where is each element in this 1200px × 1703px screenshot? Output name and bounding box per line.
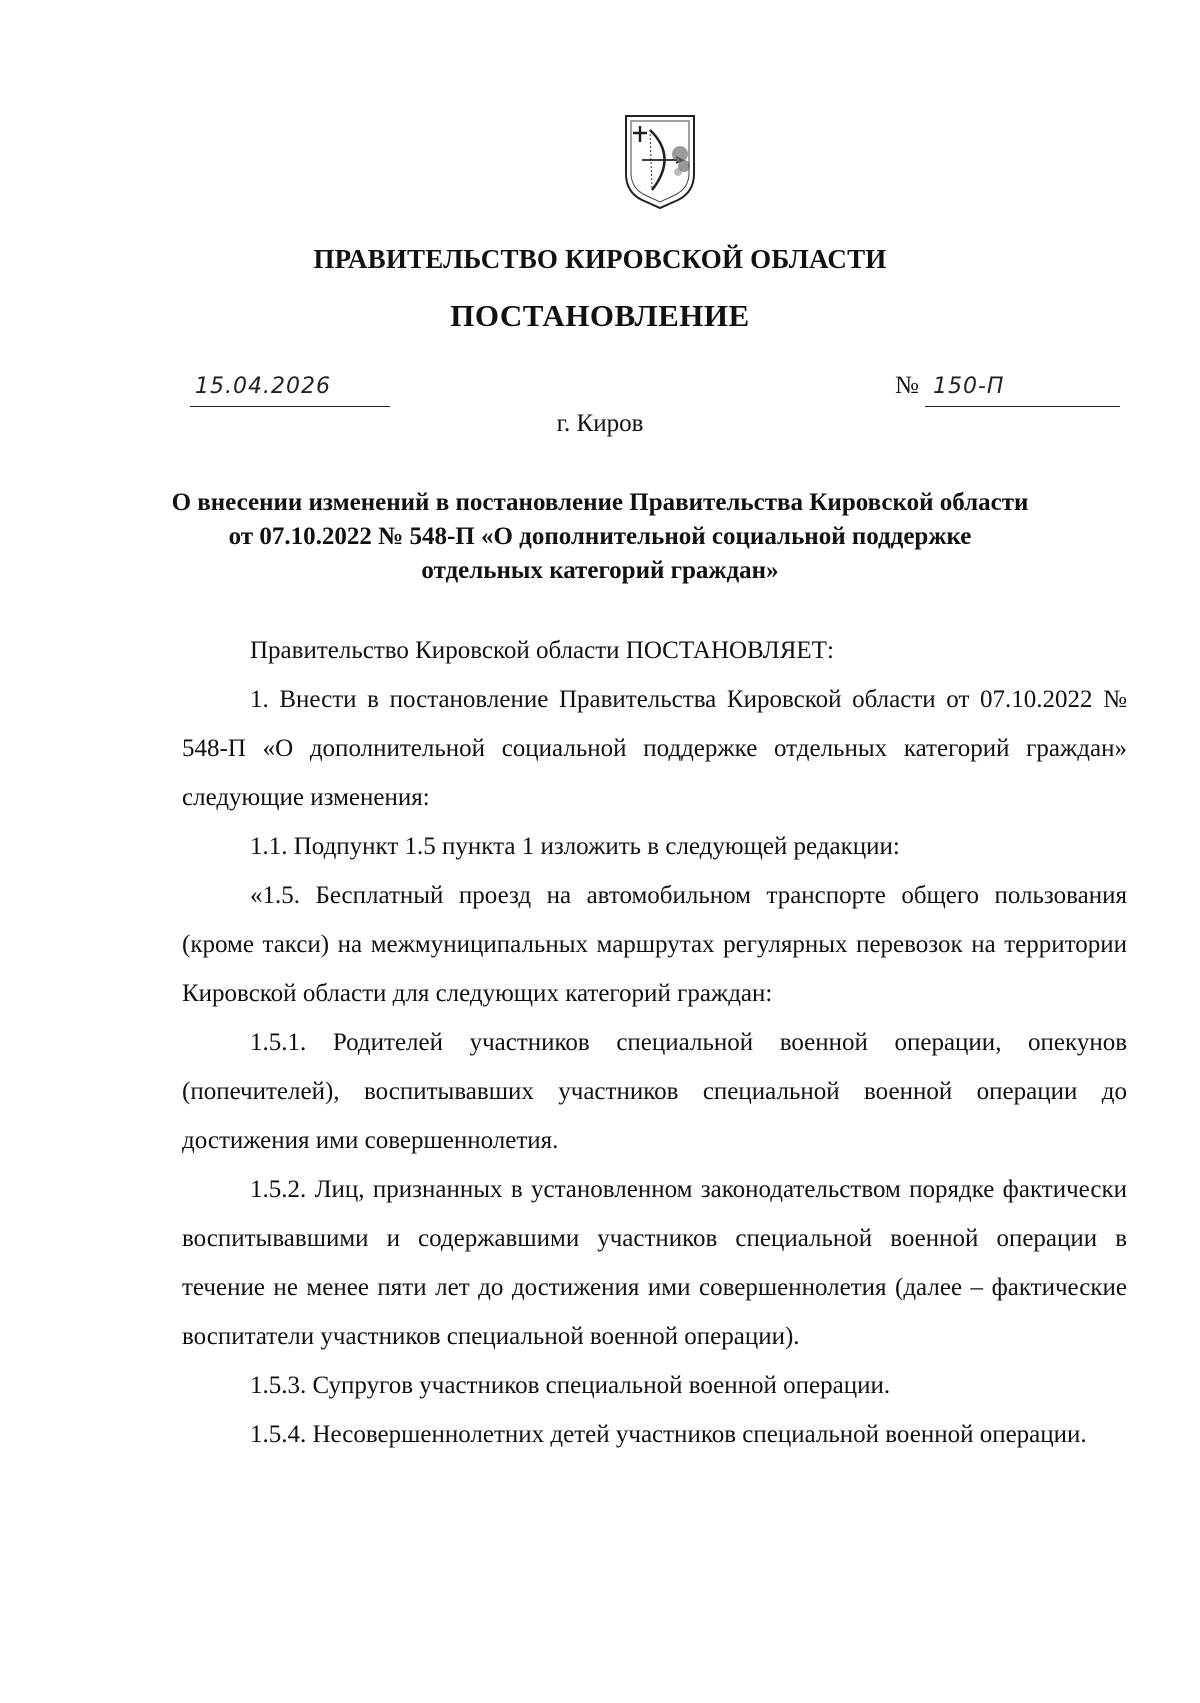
body-paragraph: 1.5.3. Супругов участников специальной военной операции.	[250, 1372, 891, 1399]
subject-line: отдельных категорий граждан»	[421, 557, 779, 584]
document-date: 15.04.2026	[195, 374, 331, 399]
document-date-field	[190, 372, 390, 407]
city-name: г. Киров	[556, 410, 644, 437]
document-body	[182, 626, 1127, 1459]
body-paragraph: «1.5. Бесплатный проезд на автомобильном транспорте общего пользования (кроме такси) на межмуниципальных маршрутах регулярных перевозок на территории Кировской области для следующих категорий граждан:	[182, 882, 1127, 1007]
organization-title: ПРАВИТЕЛЬСТВО КИРОВСКОЙ ОБЛАСТИ	[313, 244, 887, 274]
subject-line: от 07.10.2022 № 548-П «О дополнительной социальной поддержке	[228, 523, 972, 550]
document-subject	[150, 486, 1050, 588]
body-paragraph: 1.5.4. Несовершеннолетних детей участников специальной военной операции.	[250, 1421, 1087, 1448]
body-paragraph: 1.5.2. Лиц, признанных в установленном законодательством порядке фактически воспитывавшими и содержавшими участников специальной военной операции в течение не менее пяти лет до достижения ими совершеннолетия (далее – фактические воспитатели участников специальной военной операции).	[182, 1176, 1127, 1350]
body-paragraph: 1. Внести в постановление Правительства Кировской области от 07.10.2022 № 548-П «О дополнительной социальной поддержке отдельных категорий граждан» следующие изменения:	[182, 686, 1127, 811]
number-label: №	[895, 372, 919, 399]
document-number-field	[925, 372, 1120, 407]
document-type-title: ПОСТАНОВЛЕНИЕ	[450, 298, 750, 333]
body-paragraph: 1.5.1. Родителей участников специальной военной операции, опекунов (попечителей), воспитывавших участников специальной военной операции до достижения ими совершеннолетия.	[182, 1029, 1127, 1154]
body-paragraph: Правительство Кировской области ПОСТАНОВЛЯЕТ:	[250, 637, 834, 664]
document-number: 150-П	[933, 374, 1005, 399]
subject-line: О внесении изменений в постановление Правительства Кировской области	[171, 489, 1029, 516]
body-paragraph: 1.1. Подпункт 1.5 пункта 1 изложить в следующей редакции:	[250, 833, 900, 860]
coat-of-arms-icon	[620, 112, 700, 212]
